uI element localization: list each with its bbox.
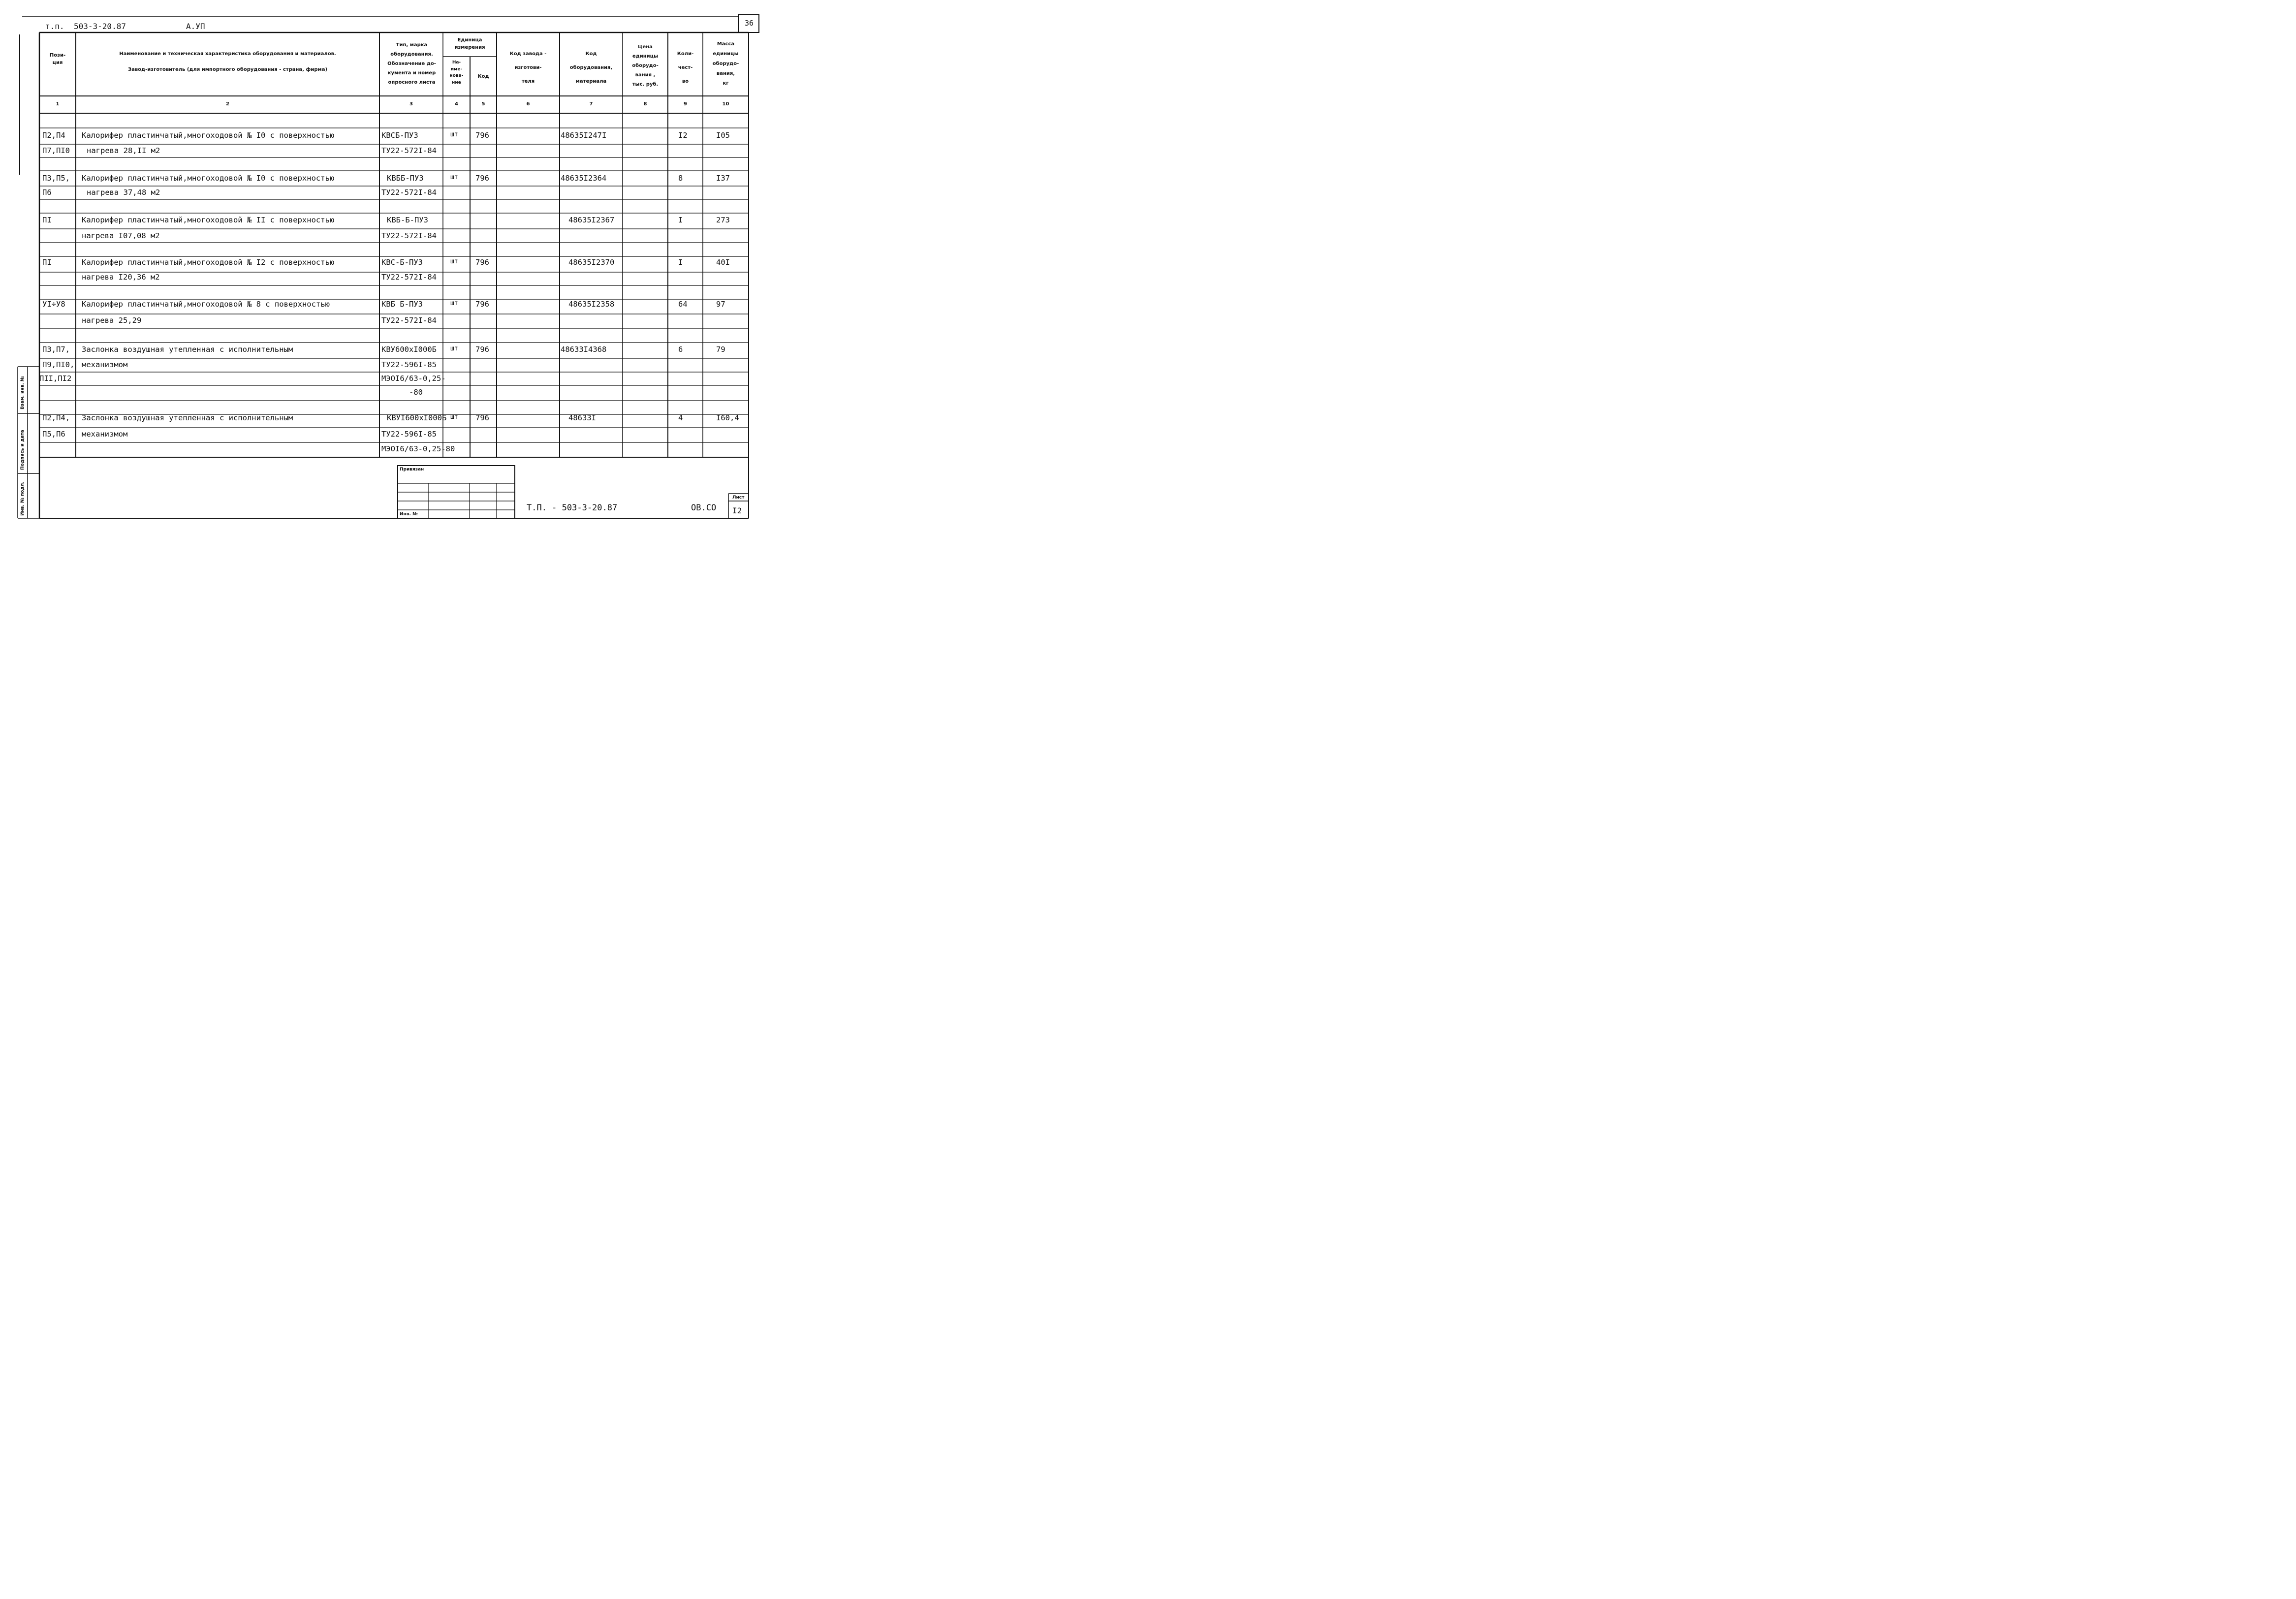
cell-unit: шт (450, 413, 458, 421)
cell-name: Заслонка воздушная утепленная с исполнительным (82, 413, 293, 422)
doc-number: 503-3-20.87 (74, 22, 126, 31)
column-number: 1 (56, 101, 60, 107)
header-mass: Масса единицы оборудо- вания, кг (712, 41, 739, 86)
cell-position: ПI (42, 258, 52, 267)
cell-qty: 6 (678, 345, 683, 354)
cell-position: П7,ПI0 (42, 146, 70, 155)
cell-name: Калорифер пластинчатый,многоходовой № 8 с поверхностью (82, 300, 330, 309)
cell-name: Калорифер пластинчатый,многоходовой № II с поверхностью (82, 216, 335, 224)
column-number: 9 (684, 101, 687, 107)
column-number: 6 (526, 101, 530, 107)
header-qty: Коли- чест- во (677, 51, 694, 84)
cell-qty: 64 (678, 300, 688, 309)
cell-type: ТУ22-572I-84 (381, 231, 437, 240)
cell-unit: шт (450, 300, 458, 307)
cell-mass: I37 (716, 174, 730, 183)
cell-code: 796 (475, 131, 489, 140)
cell-position: П2,П4, (42, 413, 70, 422)
header-unit-code: Код (477, 74, 489, 79)
cell-code: 796 (475, 258, 489, 267)
stamp-sheet-number: I2 (732, 506, 742, 515)
column-number: 3 (409, 101, 413, 107)
cell-position: П9,ПI0, (42, 360, 75, 369)
cell-name: нагрева 37,48 м2 (87, 188, 160, 197)
cell-position: ПII,ПI2 (39, 374, 72, 383)
cell-unit: шт (450, 131, 458, 138)
cell-unit: шт (450, 345, 458, 352)
cell-equip-code: 48635I2370 (568, 258, 615, 267)
column-number: 4 (455, 101, 458, 107)
cell-type: КВББ-ПУЗ (387, 174, 424, 183)
cell-equip-code: 48635I2358 (568, 300, 615, 309)
cell-type: ТУ22-596I-85 (381, 430, 437, 439)
cell-qty: I (678, 216, 683, 224)
cell-name: нагрева 28,II м2 (87, 146, 160, 155)
stamp-doc-code: Т.П. - 503-3-20.87 (527, 503, 618, 513)
header-type: Тип, марка оборудования. Обозначение до- кумента и номер опросного листа (387, 42, 436, 85)
cell-code: 796 (475, 413, 489, 422)
cell-code: 796 (475, 174, 489, 183)
cell-name: Калорифер пластинчатый,многоходовой № I0 с поверхностью (82, 174, 335, 183)
stamp-sheet-label: Лист (732, 495, 745, 500)
cell-equip-code: 48635I247I (561, 131, 607, 140)
cell-qty: I2 (678, 131, 688, 140)
cell-type: КВУI600хI000Б (387, 413, 447, 422)
header-equip-code: Код оборудования, материала (569, 51, 613, 84)
side-label-replacement: Взам. инв. № (20, 376, 25, 409)
page-number: 36 (745, 19, 754, 28)
cell-name: Заслонка воздушная утепленная с исполнительным (82, 345, 293, 354)
cell-type: ТУ22-572I-84 (381, 146, 437, 155)
side-label-inventory: Инв. № подл. (20, 481, 25, 516)
cell-name: Калорифер пластинчатый,многоходовой № I0 с поверхностью (82, 131, 335, 140)
album-label: А.УП (186, 22, 205, 31)
cell-type: МЭОI6/63-0,25-80 (381, 444, 455, 453)
cell-code: 796 (475, 300, 489, 309)
cell-equip-code: 48633I (568, 413, 596, 422)
column-number: 2 (226, 101, 229, 107)
header-unit-name: На- име- нова- ние (449, 60, 464, 85)
cell-qty: 4 (678, 413, 683, 422)
cell-qty: I (678, 258, 683, 267)
header-name-line2: Завод-изготовитель (для импортного оборудования - страна, фирма) (127, 67, 328, 72)
cell-name: нагрева I07,08 м2 (82, 231, 160, 240)
cell-position: ПI (42, 216, 52, 224)
column-number: 8 (643, 101, 647, 107)
cell-name: нагрева I20,36 м2 (82, 273, 160, 282)
cell-type: КВС-Б-ПУЗ (381, 258, 423, 267)
cell-position: П2,П4 (42, 131, 65, 140)
stamp-inv-no: Инв. № (400, 512, 418, 517)
cell-position: П3,П5, (42, 174, 70, 183)
cell-mass: I05 (716, 131, 730, 140)
cell-type: -80 (409, 388, 423, 397)
cell-qty: 8 (678, 174, 683, 183)
cell-mass: 40I (716, 258, 730, 267)
cell-mass: 273 (716, 216, 730, 224)
cell-position: УI÷У8 (42, 300, 65, 309)
cell-mass: 97 (716, 300, 725, 309)
cell-type: КВСБ-ПУЗ (381, 131, 418, 140)
cell-type: ТУ22-572I-84 (381, 316, 437, 325)
cell-type: КВБ Б-ПУЗ (381, 300, 423, 309)
header-position: Пози- ция (49, 53, 66, 65)
cell-type: ТУ22-596I-85 (381, 360, 437, 369)
header-price: Цена единицы оборудо- вания , тыс. руб. (632, 44, 659, 87)
cell-name: механизмом (82, 430, 128, 439)
cell-position: П6 (42, 188, 52, 197)
cell-type: КВБ-Б-ПУЗ (387, 216, 428, 224)
cell-unit: шт (450, 258, 458, 265)
stamp-mark: ОВ.СО (691, 503, 717, 513)
cell-equip-code: 48635I2367 (568, 216, 615, 224)
cell-unit: шт (450, 174, 458, 181)
column-number: 10 (722, 101, 729, 107)
header-mfr-code: Код завода - изготови- теля (509, 51, 547, 84)
cell-position: П5,П6 (42, 430, 65, 439)
cell-equip-code: 48633I4368 (561, 345, 607, 354)
cell-position: П3,П7, (42, 345, 70, 354)
doc-code: т.п. (45, 22, 64, 31)
cell-type: КВУ600хI000Б (381, 345, 437, 354)
cell-name: механизмом (82, 360, 128, 369)
cell-equip-code: 48635I2364 (561, 174, 607, 183)
header-unit: Единица измерения (454, 37, 485, 50)
header-name-line1: Наименование и техническая характеристика оборудования и материалов. (119, 51, 336, 57)
column-number: 7 (589, 101, 593, 107)
cell-type: ТУ22-572I-84 (381, 273, 437, 282)
cell-code: 796 (475, 345, 489, 354)
column-number: 5 (481, 101, 485, 107)
cell-type: ТУ22-572I-84 (381, 188, 437, 197)
side-label-signature: Подпись и дата (20, 430, 25, 470)
stamp-privyazan: Привязан (400, 467, 424, 472)
cell-type: МЭОI6/63-0,25- (381, 374, 446, 383)
cell-mass: 79 (716, 345, 725, 354)
cell-name: нагрева 25,29 (82, 316, 142, 325)
cell-name: Калорифер пластинчатый,многоходовой № I2 с поверхностью (82, 258, 335, 267)
cell-mass: I60,4 (716, 413, 739, 422)
